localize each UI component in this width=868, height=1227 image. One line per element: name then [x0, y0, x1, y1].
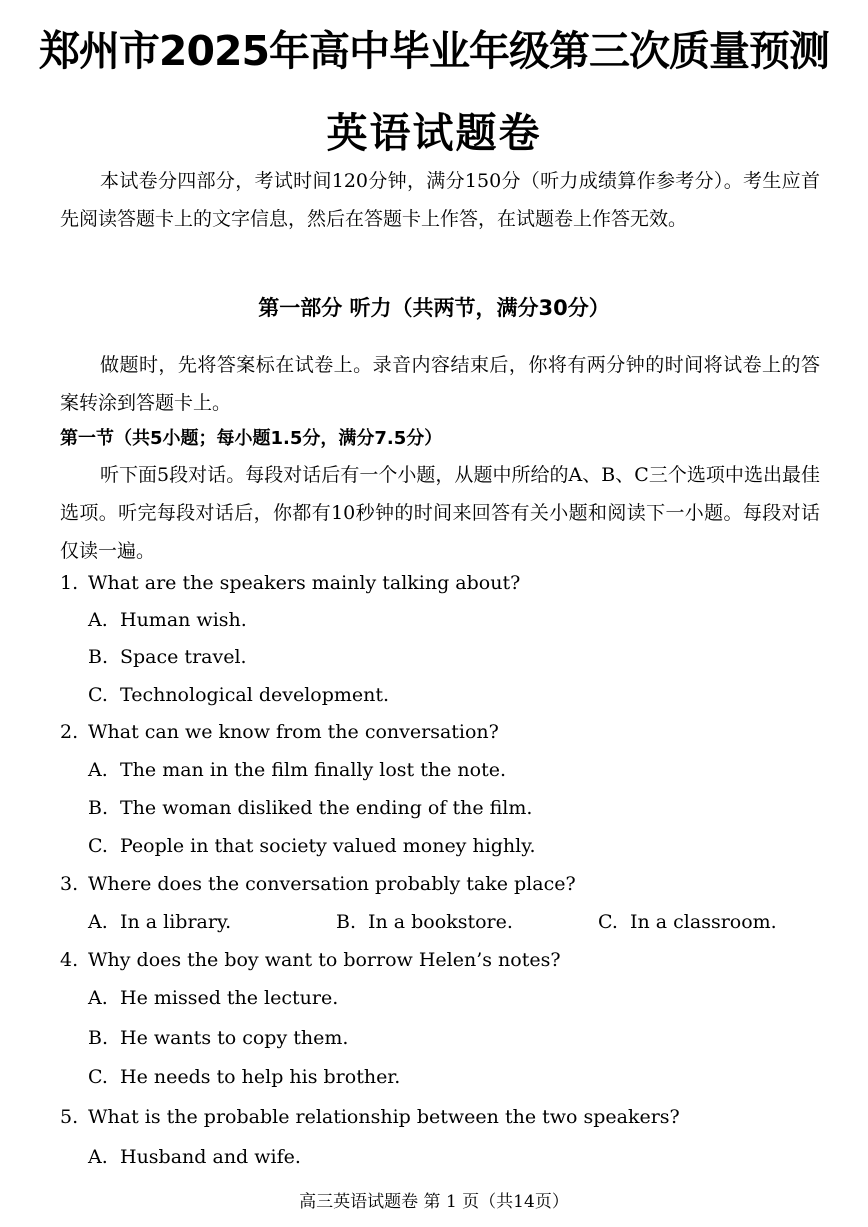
question-text: What is the probable relationship between the two speakers?	[88, 1106, 680, 1128]
option-4b: B. He wants to copy them.	[88, 1027, 349, 1049]
option-5a: A. Husband and wife.	[88, 1146, 301, 1168]
question-text: Why does the boy want to borrow Helen’s notes?	[88, 949, 561, 971]
question-text: What are the speakers mainly talking about?	[88, 572, 521, 594]
intro-paragraph: 本试卷分四部分，考试时间120分钟，满分150分（听力成绩算作参考分）。考生应首先阅读答题卡上的文字信息，然后在答题卡上作答，在试题卷上作答无效。	[60, 170, 820, 230]
question-number: 4.	[60, 949, 79, 971]
option-2a: A. The man in the film finally lost the note.	[88, 759, 506, 781]
option-2b: B. The woman disliked the ending of the film.	[88, 797, 533, 819]
option-3b: B. In a bookstore.	[336, 911, 513, 933]
page-title: 郑州市2025年高中毕业年级第三次质量预测	[38, 27, 830, 75]
question-number: 5.	[60, 1106, 79, 1128]
option-1c: C. Technological development.	[88, 684, 390, 706]
section1-instruction: 听下面5段对话。每段对话后有一个小题，从题中所给的A、B、C三个选项中选出最佳选项。听完每段对话后，你都有10秒钟的时间来回答有关小题和阅读下一小题。每段对话仅读一遍。	[60, 464, 820, 562]
question-2	[60, 721, 499, 743]
question-5	[60, 1106, 680, 1128]
part1-instruction: 做题时，先将答案标在试卷上。录音内容结束后，你将有两分钟的时间将试卷上的答案转涂到答题卡上。	[60, 354, 820, 414]
option-1a: A. Human wish.	[88, 609, 247, 631]
question-text: What can we know from the conversation?	[88, 721, 499, 743]
page-footer: 高三英语试题卷 第 1 页（共14页）	[299, 1192, 569, 1212]
option-3a: A. In a library.	[88, 911, 232, 933]
question-4	[60, 949, 561, 971]
question-number: 1.	[60, 572, 79, 594]
option-4a: A. He missed the lecture.	[88, 987, 339, 1009]
part1-heading: 第一部分 听力（共两节，满分30分）	[258, 296, 610, 320]
question-number: 2.	[60, 721, 79, 743]
question-text: Where does the conversation probably take place?	[88, 873, 576, 895]
section1-heading: 第一节（共5小题；每小题1.5分，满分7.5分）	[60, 428, 443, 449]
option-3c: C. In a classroom.	[598, 911, 777, 933]
question-number: 3.	[60, 873, 79, 895]
option-2c: C. People in that society valued money highly.	[88, 835, 536, 857]
option-1b: B. Space travel.	[88, 646, 247, 668]
option-4c: C. He needs to help his brother.	[88, 1066, 401, 1088]
page-subtitle: 英语试题卷	[326, 109, 542, 157]
question-3	[60, 873, 576, 895]
question-1	[60, 572, 520, 594]
